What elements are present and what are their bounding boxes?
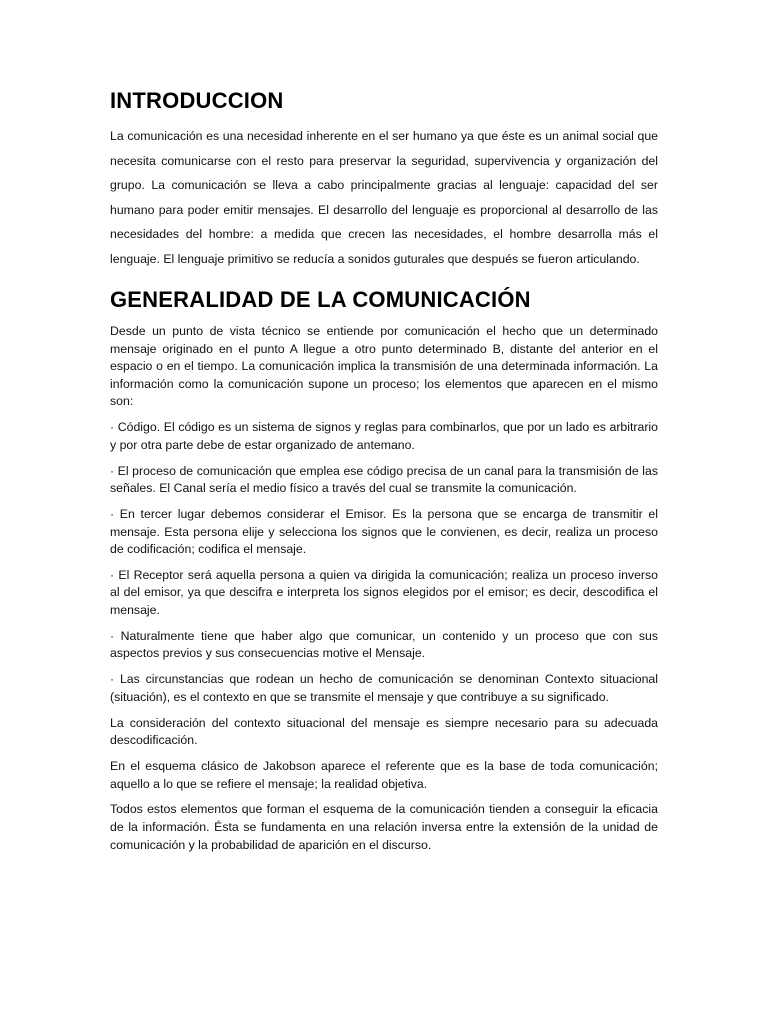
intro-heading: INTRODUCCION [110,88,284,113]
general-paragraph: La consideración del contexto situacional del mensaje es siempre necesario para su adecuada descodificación. [110,715,658,748]
intro-paragraph: La comunicación es una necesidad inherente en el ser humano ya que éste es un animal social que necesita comunicarse con el resto para preservar la seguridad, supervivencia y organización del grupo. La comunicación se lleva a cabo principalmente gracias al lenguaje: capacidad del ser humano para poder emitir mensajes. El desarrollo del lenguaje es proporcional al desarrollo de las necesidades del hombre: a medida que crecen las necesidades, el hombre desarrolla más el lenguaje. El lenguaje primitivo se reducía a sonidos guturales que después se fueron articulando. [110,129,658,266]
general-paragraph: En el esquema clásico de Jakobson aparece el referente que es la base de toda comunicación; aquello a lo que se refiere el mensaje; la realidad objetiva. [110,758,658,791]
general-paragraph: · Código. El código es un sistema de signos y reglas para combinarlos, que por un lado es arbitrario y por otra parte debe de estar organizado de antemano. [110,420,658,452]
general-paragraph: · El Receptor será aquella persona a quien va dirigida la comunicación; realiza un proceso inverso al del emisor, ya que descifra e interpreta los signos elegidos por el emisor; es decir, descodifica el mensaje. [110,567,658,618]
general-paragraph: · En tercer lugar debemos considerar el Emisor. Es la persona que se encarga de transmitir el mensaje. Esta persona elije y selecciona los signos que le convienen, es decir, realiza un proceso de codificación; codifica el mensaje. [110,506,658,557]
general-paragraph: · Naturalmente tiene que haber algo que comunicar, un contenido y un proceso que con sus aspectos previos y sus consecuencias motive el Mensaje. [110,628,658,661]
general-paragraph: Desde un punto de vista técnico se entiende por comunicación el hecho que un determinado mensaje originado en el punto A llegue a otro punto determinado B, distante del anterior en el espacio o en el tiempo. La comunicación implica la transmisión de una determinada información. La información como la comunicación supone un proceso; los elementos que aparecen en el mismo son: [110,324,658,409]
general-paragraph: · Las circunstancias que rodean un hecho de comunicación se denominan Contexto situacional (situación), es el contexto en que se transmite el mensaje y que contribuye a su significado. [110,672,658,704]
general-paragraph: Todos estos elementos que forman el esquema de la comunicación tienden a conseguir la eficacia de la información. Ésta se fundamenta en una relación inversa entre la extensión de la unidad de comunicación y la probabilidad de aparición en el discurso. [110,802,658,852]
general-heading: GENERALIDAD DE LA COMUNICACIÓN [110,287,531,312]
general-body [110,323,658,862]
general-paragraph: · El proceso de comunicación que emplea ese código precisa de un canal para la transmisión de las señales. El Canal sería el medio físico a través del cual se transmite la comunicación. [110,463,658,496]
